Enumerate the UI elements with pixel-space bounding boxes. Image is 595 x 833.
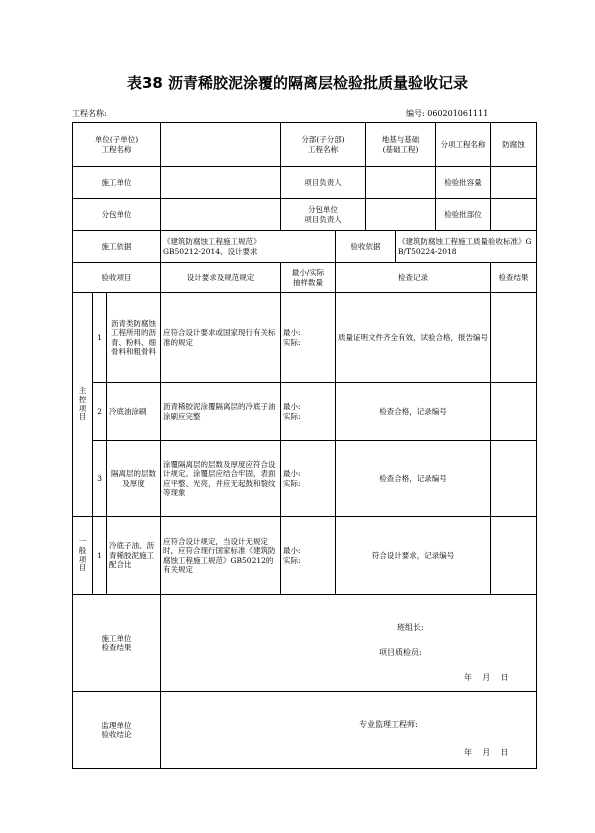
sampling-min: 最小:: [283, 402, 301, 412]
project-name-label: 工程名称:: [72, 109, 107, 118]
col-header-item: 验收项目: [73, 263, 161, 293]
supervisor-conclusion-label: 监理单位 验收结论: [73, 692, 161, 769]
item-result[interactable]: [491, 383, 537, 441]
subdivision-label: 分部(子分部) 工程名称: [281, 123, 366, 167]
item-number: 1: [93, 517, 107, 595]
page-title: 表38 沥青稀胶泥涂覆的隔离层检验批质量验收记录: [126, 74, 469, 92]
item-sampling[interactable]: [281, 293, 336, 383]
serial-label: 编号:: [406, 109, 425, 118]
table-row: [73, 441, 537, 517]
subdivision-value: 地基与基础 (基础工程): [366, 123, 436, 167]
project-manager-label: 项目负责人: [281, 167, 366, 199]
item-requirement: 沥青稀胶泥涂覆隔离层的冷底子油涂刷应完整: [161, 383, 281, 441]
batch-capacity-label: 检验批容量: [436, 167, 491, 199]
subcontractor-value[interactable]: [161, 199, 281, 231]
table-row: [73, 517, 537, 595]
sampling-min: 最小:: [283, 328, 301, 338]
col-header-result: 检查结果: [491, 263, 537, 293]
construction-basis-value: 《建筑防腐蚀工程施工规范》 GB50212-2014、设计要求: [161, 231, 336, 263]
quality-inspector-label: 项目质检员:: [379, 648, 422, 657]
item-name: 冷底油涂刷: [107, 383, 161, 441]
project-manager-value[interactable]: [366, 167, 436, 199]
item-name: 沥青类防腐蚀工程所用的沥青、粉料、细骨料和粗骨料: [107, 293, 161, 383]
item-result[interactable]: [491, 293, 537, 383]
sampling-min: 最小:: [283, 469, 301, 479]
unit-project-value[interactable]: [161, 123, 281, 167]
item-result[interactable]: [491, 441, 537, 517]
subcontractor-label: 分包单位: [73, 199, 161, 231]
construction-basis-label: 施工依据: [73, 231, 161, 263]
sampling-actual: 实际:: [283, 478, 301, 488]
contractor-label: 施工单位: [73, 167, 161, 199]
batch-location-label: 检验批部位: [436, 199, 491, 231]
col-header-record: 检查记录: [336, 263, 491, 293]
item-sampling[interactable]: [281, 517, 336, 595]
sampling-min: 最小:: [283, 546, 301, 556]
sub-pm-label: 分包单位 项目负责人: [281, 199, 366, 231]
serial-value: 060201061111: [427, 109, 489, 118]
contractor-result-label: 施工单位 检查结果: [73, 595, 161, 692]
batch-capacity-value[interactable]: [491, 167, 537, 199]
batch-location-value[interactable]: [491, 199, 537, 231]
main-group-label: 主控项目: [73, 293, 93, 517]
supervisor-signature[interactable]: [161, 692, 537, 769]
sampling-actual: 实际:: [283, 411, 301, 421]
item-number: 1: [93, 293, 107, 383]
sampling-actual: 实际:: [283, 555, 301, 565]
item-record: 符合设计要求，记录编号: [336, 517, 491, 595]
item-number: 3: [93, 441, 107, 517]
item-requirement: 应符合设计要求或国家现行有关标准的规定: [161, 293, 281, 383]
supervisor-date: 年 月 日: [464, 748, 509, 757]
item-sampling[interactable]: [281, 383, 336, 441]
item-record: 检查合格，记录编号: [336, 383, 491, 441]
contractor-value[interactable]: [161, 167, 281, 199]
acceptance-record-table: [72, 122, 537, 769]
subitem-value: 防腐蚀: [491, 123, 537, 167]
item-name: 冷底子油、沥青稀胶泥施工配合比: [107, 517, 161, 595]
item-number: 2: [93, 383, 107, 441]
col-header-requirement: 设计要求及规范规定: [161, 263, 281, 293]
supervising-engineer-label: 专业监理工程师:: [359, 720, 418, 729]
subitem-label: 分项工程名称: [436, 123, 491, 167]
item-record: 质量证明文件齐全有效，试验合格，报告编号: [336, 293, 491, 383]
table-row: [73, 383, 537, 441]
contractor-date: 年 月 日: [464, 673, 509, 682]
item-requirement: 涂覆隔离层的层数及厚度应符合设计规定。涂覆层应结合牢固，表面应平整、光亮，并应无起鼓和裂纹等现象: [161, 441, 281, 517]
sub-pm-value[interactable]: [366, 199, 436, 231]
item-record: 检查合格，记录编号: [336, 441, 491, 517]
serial-number: [406, 108, 488, 119]
contractor-result-signature[interactable]: [161, 595, 537, 692]
item-result[interactable]: [491, 517, 537, 595]
item-sampling[interactable]: [281, 441, 336, 517]
team-leader-label: 班组长:: [397, 623, 424, 632]
item-name: 隔离层的层数及厚度: [107, 441, 161, 517]
acceptance-basis-label: 验收依据: [336, 231, 396, 263]
item-requirement: 应符合设计规定，当设计无规定时，应符合现行国家标准《建筑防腐蚀工程施工规范》GB50212的有关规定: [161, 517, 281, 595]
acceptance-basis-value: 《建筑防腐蚀工程施工质量验收标准》GB/T50224-2018: [396, 231, 537, 263]
table-row: [73, 293, 537, 383]
general-group-label: 一般项目: [73, 517, 93, 595]
unit-project-label: 单位(子单位) 工程名称: [73, 123, 161, 167]
col-header-sampling: 最小/实际 抽样数量: [281, 263, 336, 293]
sampling-actual: 实际:: [283, 337, 301, 347]
